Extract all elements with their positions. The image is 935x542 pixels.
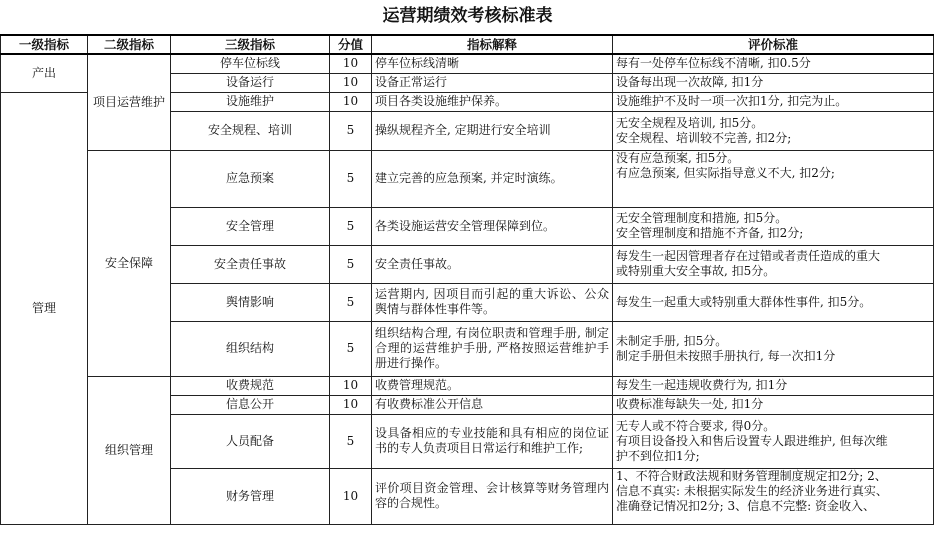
score-cell: 5 xyxy=(330,245,372,283)
indicator-name: 财务管理 xyxy=(171,468,330,524)
explanation-cell: 项目各类设施维护保养。 xyxy=(372,92,613,111)
score-cell: 5 xyxy=(330,414,372,468)
criteria-cell: 设施维护不及时一项一次扣1分, 扣完为止。 xyxy=(613,92,934,111)
header-level1: 一级指标 xyxy=(1,35,88,54)
criteria-cell: 无安全管理制度和措施, 扣5分。 安全管理制度和措施不齐备, 扣2分; xyxy=(613,207,934,245)
explanation-cell: 评价项目资金管理、会计核算等财务管理内容的合规性。 xyxy=(372,468,613,524)
table-row xyxy=(1,54,934,73)
explanation-cell: 收费管理规范。 xyxy=(372,376,613,395)
score-cell: 10 xyxy=(330,468,372,524)
score-cell: 10 xyxy=(330,395,372,414)
explanation-cell: 安全责任事故。 xyxy=(372,245,613,283)
indicator-name: 收费规范 xyxy=(171,376,330,395)
score-cell: 5 xyxy=(330,150,372,207)
criteria-cell: 每发生一起违规收费行为, 扣1分 xyxy=(613,376,934,395)
indicator-name: 应急预案 xyxy=(171,150,330,207)
score-cell: 5 xyxy=(330,283,372,321)
criteria-cell: 每发生一起因管理者存在过错或者责任造成的重大 或特别重大安全事故, 扣5分。 xyxy=(613,245,934,283)
indicator-name: 设备运行 xyxy=(171,73,330,92)
level2-cell: 组织管理 xyxy=(88,376,171,524)
explanation-cell: 运营期内, 因项目而引起的重大诉讼、公众舆情与群体性事件等。 xyxy=(372,283,613,321)
level2-cell: 项目运营维护 xyxy=(88,54,171,150)
criteria-cell: 无专人或不符合要求, 得0分。 有项目设备投入和售后设置专人跟进维护, 但每次维 护不到位扣1分; xyxy=(613,414,934,468)
header-criteria: 评价标准 xyxy=(613,35,934,54)
indicator-name: 安全责任事故 xyxy=(171,245,330,283)
criteria-cell: 没有应急预案, 扣5分。 有应急预案, 但实际指导意义不大, 扣2分; xyxy=(613,150,934,207)
explanation-cell: 设具备相应的专业技能和具有相应的岗位证书的专人负责项目日常运行和维护工作; xyxy=(372,414,613,468)
indicator-name: 人员配备 xyxy=(171,414,330,468)
explanation-cell: 操纵规程齐全, 定期进行安全培训 xyxy=(372,111,613,150)
indicator-name: 设施维护 xyxy=(171,92,330,111)
indicator-name: 安全管理 xyxy=(171,207,330,245)
score-cell: 5 xyxy=(330,111,372,150)
indicator-name: 信息公开 xyxy=(171,395,330,414)
explanation-cell: 停车位标线清晰 xyxy=(372,54,613,73)
criteria-cell: 无安全规程及培训, 扣5分。 安全规程、培训较不完善, 扣2分; xyxy=(613,111,934,150)
header-explanation: 指标解释 xyxy=(372,35,613,54)
criteria-cell: 收费标准每缺失一处, 扣1分 xyxy=(613,395,934,414)
table-row xyxy=(1,150,934,207)
indicator-name: 舆情影响 xyxy=(171,283,330,321)
criteria-cell: 每发生一起重大或特别重大群体性事件, 扣5分。 xyxy=(613,283,934,321)
criteria-cell: 1、不符合财政法规和财务管理制度规定扣2分; 2、 信息不真实: 未根据实际发生的经济业务进行真实、 准确登记情况扣2分; 3、信息不完整: 资金收入、 xyxy=(613,468,934,524)
indicator-name: 停车位标线 xyxy=(171,54,330,73)
table-row xyxy=(1,376,934,395)
explanation-cell: 建立完善的应急预案, 并定时演练。 xyxy=(372,150,613,207)
header-level3: 三级指标 xyxy=(171,35,330,54)
criteria-cell: 未制定手册, 扣5分。 制定手册但未按照手册执行, 每一次扣1分 xyxy=(613,321,934,376)
explanation-cell: 设备正常运行 xyxy=(372,73,613,92)
indicator-name: 组织结构 xyxy=(171,321,330,376)
score-cell: 10 xyxy=(330,73,372,92)
score-cell: 5 xyxy=(330,207,372,245)
score-cell: 10 xyxy=(330,54,372,73)
header-score: 分值 xyxy=(330,35,372,54)
explanation-cell: 有收费标准公开信息 xyxy=(372,395,613,414)
score-cell: 10 xyxy=(330,376,372,395)
header-level2: 二级指标 xyxy=(88,35,171,54)
explanation-cell: 组织结构合理, 有岗位职责和管理手册, 制定合理的运营维护手册, 严格按照运营维护手册进行操作。 xyxy=(372,321,613,376)
explanation-cell: 各类设施运营安全管理保障到位。 xyxy=(372,207,613,245)
criteria-cell: 设备每出现一次故障, 扣1分 xyxy=(613,73,934,92)
level2-cell: 安全保障 xyxy=(88,150,171,376)
table-header-row xyxy=(1,35,934,54)
score-cell: 10 xyxy=(330,92,372,111)
criteria-cell: 每有一处停车位标线不清晰, 扣0.5分 xyxy=(613,54,934,73)
level1-cell: 产出 xyxy=(1,54,88,92)
indicator-name: 安全规程、培训 xyxy=(171,111,330,150)
assessment-table xyxy=(0,34,934,525)
score-cell: 5 xyxy=(330,321,372,376)
level1-cell: 管理 xyxy=(1,92,88,524)
document-title: 运营期绩效考核标准表 xyxy=(382,6,553,26)
